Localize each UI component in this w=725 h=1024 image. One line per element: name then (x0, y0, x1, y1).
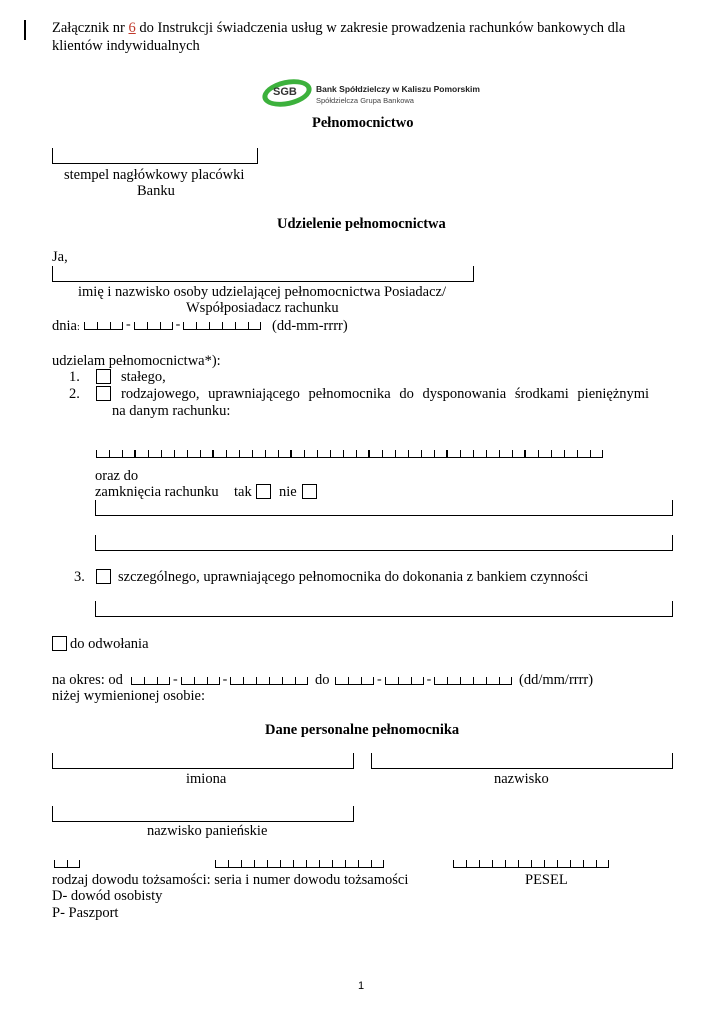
grant-intro: udzielam pełnomocnictwa*): (52, 353, 221, 369)
option-3-field[interactable] (95, 601, 673, 617)
id-label: rodzaj dowodu tożsamości: seria i numer dowodu tożsamości (52, 872, 409, 888)
option-2-label-cont: na danym rachunku: (112, 403, 231, 419)
first-names-field[interactable] (52, 753, 354, 769)
id-type-field[interactable] (54, 860, 80, 868)
revocation-label: do odwołania (70, 636, 149, 652)
ja-label: Ja, (52, 249, 68, 265)
annex-header-line2: klientów indywidualnych (52, 38, 200, 54)
surname-field[interactable] (371, 753, 673, 769)
option-2-extra-field-1[interactable] (95, 500, 673, 516)
bank-name: Bank Spółdzielczy w Kaliszu Pomorskim (316, 84, 480, 94)
pesel-label: PESEL (525, 872, 568, 888)
period-from-field[interactable]: - - (131, 675, 308, 685)
date-format-hint: (dd-mm-rrrr) (272, 318, 348, 334)
date-label: dnia: (52, 318, 80, 334)
option-1-label: stałego, (121, 369, 166, 385)
option-1-checkbox[interactable] (96, 369, 111, 384)
closing-yes-checkbox[interactable] (256, 484, 271, 499)
stamp-field[interactable] (52, 148, 258, 164)
document-title: Pełnomocnictwo (312, 115, 414, 131)
period-label: na okres: od (52, 672, 123, 688)
option-3-checkbox[interactable] (96, 569, 111, 584)
annex-number: 6 (128, 20, 136, 36)
sgb-logo-mark: SGB (273, 86, 297, 98)
grantor-label-line2: Współposiadacz rachunku (186, 300, 339, 316)
maiden-name-label: nazwisko panieńskie (147, 823, 268, 839)
oraz-do-label: oraz do (95, 468, 139, 484)
section-personal-title: Dane personalne pełnomocnika (265, 722, 460, 738)
grant-date-field[interactable]: - - (84, 320, 261, 330)
option-2-extra-field-2[interactable] (95, 535, 673, 551)
bank-group: Spółdzielcza Grupa Bankowa (316, 96, 414, 105)
closing-label: zamknięcia rachunku (95, 484, 219, 500)
period-format-hint: (dd/mm/rrrr) (519, 672, 594, 688)
pesel-field[interactable] (453, 860, 609, 868)
option-2-checkbox[interactable] (96, 386, 111, 401)
id-number-field[interactable] (215, 860, 384, 868)
annex-header-line1: Załącznik nr 6 do Instrukcji świadczenia usług w zakresie prowadzenia rachunków bankowych dla (52, 20, 626, 36)
revision-bar (24, 20, 26, 40)
grantor-label-line1: imię i nazwisko osoby udzielającej pełnomocnictwa Posiadacz/ (78, 284, 447, 300)
revocation-checkbox[interactable] (52, 636, 67, 651)
option-3-label: szczególnego, uprawniającego pełnomocnika do dokonania z bankiem czynności (118, 569, 589, 585)
period-to-field[interactable]: - - (335, 675, 512, 685)
section-grant-title: Udzielenie pełnomocnictwa (277, 216, 446, 232)
stamp-label-line1: stempel nagłówkowy placówki (64, 167, 245, 183)
surname-label: nazwisko (494, 771, 549, 787)
account-number-field[interactable] (96, 450, 603, 458)
closing-no-label: nie (279, 484, 297, 500)
page-number: 1 (358, 980, 365, 992)
option-2-label: rodzajowego, uprawniającego pełnomocnika do dysponowania środkami pieniężnymi (121, 386, 650, 402)
option-1-number: 1. (69, 369, 80, 385)
id-type-option: P- Paszport (52, 905, 119, 921)
period-to-label: do (315, 672, 330, 688)
closing-no-checkbox[interactable] (302, 484, 317, 499)
maiden-name-field[interactable] (52, 806, 354, 822)
option-2-number: 2. (69, 386, 80, 402)
id-type-option: D- dowód osobisty (52, 888, 163, 904)
closing-yes-label: tak (234, 484, 252, 500)
grantor-name-field[interactable] (52, 266, 474, 282)
first-names-label: imiona (186, 771, 227, 787)
option-3-number: 3. (74, 569, 85, 585)
below-person-label: niżej wymienionej osobie: (52, 688, 206, 704)
stamp-label-line2: Banku (137, 183, 175, 199)
